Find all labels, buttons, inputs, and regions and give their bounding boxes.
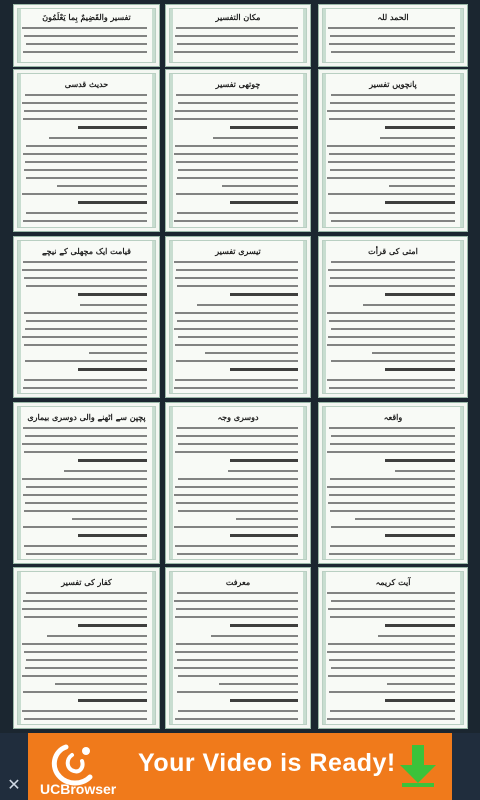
text-line [23, 220, 147, 222]
text-line [330, 443, 455, 445]
text-line [176, 502, 298, 504]
text-line [329, 320, 455, 322]
page-heading: واقعہ [383, 412, 403, 422]
text-line [328, 193, 455, 195]
text-line [24, 616, 147, 618]
text-line [329, 427, 455, 429]
text-line [178, 169, 298, 171]
page-heading: معرفت [225, 577, 251, 587]
book-page-thumbnail[interactable] [165, 567, 311, 729]
text-line [331, 526, 455, 528]
text-line [236, 518, 298, 520]
text-line [219, 683, 298, 685]
text-line [175, 344, 298, 346]
text-line [25, 161, 147, 163]
text-line [22, 269, 147, 271]
page-heading: چوتھی تفسیر [215, 79, 261, 89]
text-line [329, 659, 455, 661]
text-line [175, 312, 298, 314]
frame-stripe [152, 74, 155, 227]
text-line [331, 435, 455, 437]
text-line [177, 427, 298, 429]
page-heading: قیامت ایک مچھلی کے نیچے [41, 246, 131, 256]
book-page-thumbnail[interactable] [165, 236, 311, 398]
page-heading: مکان التفسیر [215, 12, 261, 22]
text-line [385, 126, 455, 129]
text-line [175, 545, 298, 547]
frame-stripe [460, 9, 463, 62]
book-page-thumbnail[interactable] [13, 69, 160, 232]
page-border [169, 406, 307, 560]
frame-stripe [460, 74, 463, 227]
book-page-thumbnail[interactable] [13, 567, 160, 729]
text-line [89, 352, 147, 354]
text-line [24, 169, 147, 171]
page-border [169, 571, 307, 725]
text-line [78, 699, 147, 702]
text-line [331, 328, 455, 330]
page-border [17, 8, 156, 63]
book-page-thumbnail[interactable] [165, 4, 311, 67]
text-line [23, 118, 147, 120]
text-line [329, 553, 455, 555]
book-page-thumbnail[interactable] [318, 402, 468, 564]
text-line [25, 435, 147, 437]
text-line [23, 51, 147, 53]
text-line [176, 27, 298, 29]
text-line [327, 451, 455, 453]
text-line [327, 110, 455, 112]
text-line [327, 718, 455, 720]
text-line [24, 277, 147, 279]
text-line [26, 320, 147, 322]
text-line [78, 126, 147, 129]
text-line [331, 667, 455, 669]
frame-stripe [170, 74, 173, 227]
text-line [174, 328, 298, 330]
text-line [177, 553, 298, 555]
text-line [178, 443, 298, 445]
text-line [213, 137, 298, 139]
page-border [169, 73, 307, 228]
frame-stripe [18, 572, 21, 724]
text-line [176, 643, 298, 645]
frame-stripe [18, 407, 21, 559]
book-page-thumbnail[interactable] [318, 236, 468, 398]
text-line [327, 312, 455, 314]
ad-title: Your Video is Ready! [138, 749, 396, 777]
text-line [175, 651, 298, 653]
text-line [64, 470, 147, 472]
text-line [329, 43, 455, 45]
text-line [174, 494, 298, 496]
text-line [22, 478, 147, 480]
brand-label: UCBrowser [40, 781, 117, 797]
text-line [380, 137, 455, 139]
page-border [17, 571, 156, 725]
text-line [78, 201, 147, 204]
text-line [385, 624, 455, 627]
ad-banner[interactable] [0, 733, 480, 800]
text-line [22, 608, 147, 610]
frame-stripe [170, 9, 173, 62]
text-line [49, 137, 147, 139]
text-line [328, 27, 455, 29]
text-line [23, 261, 147, 263]
text-line [24, 379, 147, 381]
text-line [174, 261, 298, 263]
text-line [329, 691, 455, 693]
book-page-thumbnail[interactable] [165, 69, 311, 232]
text-line [24, 451, 147, 453]
frame-stripe [323, 407, 326, 559]
page-border [17, 73, 156, 228]
text-line [23, 526, 147, 528]
text-line [23, 600, 147, 602]
text-line [385, 534, 455, 537]
page-border [322, 571, 464, 725]
text-line [177, 285, 298, 287]
text-line [24, 718, 147, 720]
page-heading: تیسری تفسیر [215, 246, 261, 256]
ad-left-panel [0, 733, 28, 800]
text-line [72, 518, 147, 520]
text-line [23, 153, 147, 155]
text-line [26, 145, 147, 147]
frame-stripe [303, 241, 306, 393]
text-line [230, 126, 298, 129]
page-heading: کفار کی تفسیر [61, 577, 112, 587]
text-line [230, 624, 298, 627]
text-line [174, 600, 298, 602]
text-line [25, 94, 147, 96]
text-line [47, 635, 147, 637]
page-border [322, 240, 464, 394]
text-line [175, 110, 298, 112]
text-line [176, 608, 298, 610]
text-line [176, 94, 298, 96]
page-heading: پچپن سے اٹھنے والی دوسری بیماری [27, 412, 146, 422]
text-line [330, 478, 455, 480]
book-page-thumbnail[interactable] [13, 402, 160, 564]
text-line [23, 494, 147, 496]
page-border [169, 8, 307, 63]
text-line [177, 320, 298, 322]
text-line [26, 592, 147, 594]
text-line [178, 102, 298, 104]
page-heading: امتی کی قرأت [368, 246, 418, 256]
page-border [322, 8, 464, 63]
frame-stripe [152, 407, 155, 559]
text-line [330, 169, 455, 171]
text-line [330, 277, 455, 279]
text-line [78, 293, 147, 296]
text-line [175, 718, 298, 720]
text-line [22, 193, 147, 195]
text-line [328, 502, 455, 504]
close-icon[interactable]: ✕ [7, 775, 21, 794]
text-line [174, 51, 298, 53]
text-line [330, 710, 455, 712]
frame-stripe [323, 74, 326, 227]
text-line [327, 651, 455, 653]
ad-content[interactable] [28, 733, 452, 800]
text-line [329, 212, 455, 214]
text-line [22, 710, 147, 712]
text-line [230, 534, 298, 537]
text-line [177, 592, 298, 594]
text-line [395, 470, 455, 472]
text-line [55, 683, 147, 685]
page-heading: آیت کریمہ [375, 577, 411, 587]
text-line [327, 486, 455, 488]
text-line [176, 435, 298, 437]
text-line [78, 624, 147, 627]
book-page-thumbnail[interactable] [318, 567, 468, 729]
download-arrow-icon[interactable] [400, 745, 436, 787]
text-line [176, 161, 298, 163]
text-line [230, 201, 298, 204]
text-line [26, 212, 147, 214]
frame-stripe [170, 407, 173, 559]
text-line [24, 35, 147, 37]
text-line [230, 368, 298, 371]
frame-stripe [323, 572, 326, 724]
text-line [329, 118, 455, 120]
frame-stripe [152, 572, 155, 724]
text-line [174, 153, 298, 155]
text-line [175, 616, 298, 618]
page-border [17, 240, 156, 394]
text-line [363, 304, 455, 306]
text-line [331, 220, 455, 222]
text-line [24, 510, 147, 512]
text-line [328, 161, 455, 163]
text-line [178, 510, 298, 512]
text-line [24, 312, 147, 314]
frame-stripe [152, 9, 155, 62]
text-line [177, 177, 298, 179]
text-line [331, 600, 455, 602]
text-line [176, 269, 298, 271]
text-line [24, 110, 147, 112]
text-line [387, 683, 455, 685]
text-line [23, 387, 147, 389]
text-line [174, 387, 298, 389]
text-line [25, 328, 147, 330]
text-line [25, 502, 147, 504]
frame-stripe [18, 74, 21, 227]
frame-stripe [460, 572, 463, 724]
text-line [23, 427, 147, 429]
frame-stripe [170, 241, 173, 393]
text-line [385, 201, 455, 204]
frame-stripe [323, 9, 326, 62]
page-heading: الحمد للہ [377, 12, 409, 22]
book-page-thumbnail[interactable] [13, 4, 160, 67]
book-page-thumbnail[interactable] [165, 402, 311, 564]
frame-stripe [303, 407, 306, 559]
text-line [174, 118, 298, 120]
text-line [78, 368, 147, 371]
text-line [26, 177, 147, 179]
text-line [205, 352, 298, 354]
text-line [175, 451, 298, 453]
page-heading: حدیث قدسی [64, 79, 109, 89]
frame-stripe [303, 9, 306, 62]
book-page-thumbnail[interactable] [318, 4, 468, 67]
text-line [222, 185, 298, 187]
text-line [372, 352, 455, 354]
text-line [174, 220, 298, 222]
text-line [80, 304, 147, 306]
text-line [24, 545, 147, 547]
frame-stripe [152, 241, 155, 393]
text-line [329, 387, 455, 389]
text-line [331, 94, 455, 96]
text-line [330, 545, 455, 547]
text-line [385, 293, 455, 296]
text-line [22, 675, 147, 677]
text-line [330, 35, 455, 37]
text-line [57, 185, 147, 187]
text-line [327, 344, 455, 346]
text-line [378, 635, 455, 637]
text-line [327, 177, 455, 179]
text-line [22, 102, 147, 104]
text-line [327, 592, 455, 594]
text-line [26, 659, 147, 661]
page-heading: دوسری وجہ [217, 412, 259, 422]
page-heading: تفسیر والقَضِيمٌ بِما يَعْلَمُونَ [42, 12, 131, 22]
text-line [26, 43, 147, 45]
text-line [328, 336, 455, 338]
text-line [22, 643, 147, 645]
text-line [175, 379, 298, 381]
text-line [26, 285, 147, 287]
text-line [230, 293, 298, 296]
frame-stripe [18, 9, 21, 62]
frame-stripe [303, 572, 306, 724]
text-line [197, 304, 298, 306]
text-line [176, 193, 298, 195]
page-border [169, 240, 307, 394]
text-line [25, 360, 147, 362]
page-border [322, 406, 464, 560]
page-border [17, 406, 156, 560]
text-line [328, 643, 455, 645]
text-line [26, 486, 147, 488]
page-heading: پانچویں تفسیر [369, 79, 417, 89]
text-line [175, 486, 298, 488]
text-line [177, 691, 298, 693]
text-line [330, 510, 455, 512]
frame-stripe [18, 241, 21, 393]
text-line [178, 336, 298, 338]
text-line [230, 459, 298, 462]
text-line [228, 470, 298, 472]
text-line [329, 285, 455, 287]
text-line [385, 368, 455, 371]
frame-stripe [323, 241, 326, 393]
text-line [230, 699, 298, 702]
text-line [177, 659, 298, 661]
text-line [175, 277, 298, 279]
text-line [24, 651, 147, 653]
frame-stripe [170, 572, 173, 724]
text-line [178, 675, 298, 677]
text-line [178, 478, 298, 480]
text-line [177, 212, 298, 214]
text-line [328, 608, 455, 610]
text-line [22, 443, 147, 445]
text-line [389, 185, 455, 187]
book-page-thumbnail[interactable] [13, 236, 160, 398]
text-line [327, 145, 455, 147]
text-line [22, 336, 147, 338]
frame-stripe [460, 407, 463, 559]
page-border [322, 73, 464, 228]
text-line [328, 675, 455, 677]
ad-right-panel [452, 733, 480, 800]
text-line [24, 344, 147, 346]
text-line [174, 526, 298, 528]
text-line [176, 360, 298, 362]
text-line [177, 43, 298, 45]
text-line [331, 51, 455, 53]
text-line [78, 534, 147, 537]
text-line [331, 360, 455, 362]
text-line [329, 153, 455, 155]
text-line [211, 635, 298, 637]
text-line [385, 459, 455, 462]
text-line [25, 667, 147, 669]
text-line [328, 269, 455, 271]
text-line [355, 518, 455, 520]
frame-stripe [303, 74, 306, 227]
text-line [329, 494, 455, 496]
text-line [78, 459, 147, 462]
book-page-thumbnail[interactable] [318, 69, 468, 232]
text-line [23, 691, 147, 693]
text-line [22, 27, 147, 29]
text-line [385, 699, 455, 702]
text-line [175, 35, 298, 37]
text-line [330, 616, 455, 618]
text-line [174, 667, 298, 669]
frame-stripe [460, 241, 463, 393]
text-line [327, 379, 455, 381]
text-line [26, 553, 147, 555]
text-line [175, 145, 298, 147]
text-line [178, 710, 298, 712]
text-line [331, 261, 455, 263]
text-line [330, 102, 455, 104]
